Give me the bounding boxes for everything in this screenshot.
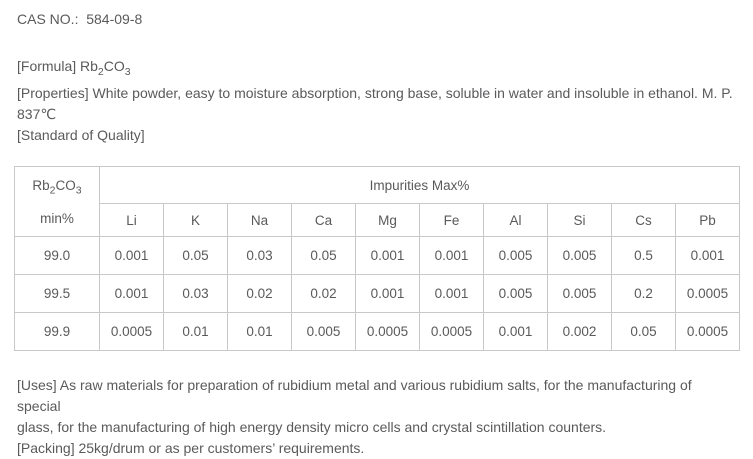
impurity-value-cell: 0.001	[420, 237, 484, 275]
impurity-value-cell: 0.002	[548, 313, 612, 351]
packing-text: [Packing] 25kg/drum or as per customers’ requirements.	[17, 440, 365, 456]
formula-subscript-3: 3	[124, 65, 131, 78]
properties-text-line2: 837℃	[17, 106, 57, 122]
impurity-value-cell: 0.03	[164, 275, 228, 313]
impurities-header-cell: Impurities Max%	[100, 167, 740, 204]
properties-text-line1: [Properties] White powder, easy to moisture absorption, strong base, soluble in water and insoluble in ethanol. M. P.	[17, 85, 733, 101]
uses-text-line2: glass, for the manufacturing of high energy density micro cells and crystal scintillation counters.	[17, 419, 607, 435]
column-header-pb: Pb	[676, 204, 740, 237]
impurity-value-cell: 0.02	[292, 275, 356, 313]
impurity-value-cell: 0.005	[484, 275, 548, 313]
formula-subscript-2: 2	[97, 65, 104, 78]
purity-cell: 99.0	[15, 237, 100, 275]
table-corner-cell	[15, 167, 100, 237]
purity-cell: 99.9	[15, 313, 100, 351]
impurity-value-cell: 0.0005	[356, 313, 420, 351]
column-header-cs: Cs	[612, 204, 676, 237]
column-header-na: Na	[228, 204, 292, 237]
impurity-value-cell: 0.001	[100, 275, 164, 313]
column-header-k: K	[164, 204, 228, 237]
uses-text-line1: [Uses] As raw materials for preparation of rubidium metal and various rubidium salts, for the manufacturing of special	[17, 377, 692, 414]
impurity-value-cell: 0.001	[100, 237, 164, 275]
impurity-value-cell: 0.05	[292, 237, 356, 275]
standard-of-quality-heading: [Standard of Quality]	[17, 127, 145, 143]
table-row-99-9	[15, 313, 740, 351]
impurity-value-cell: 0.03	[228, 237, 292, 275]
properties-and-standard-text	[17, 83, 739, 146]
formula-line	[17, 55, 739, 77]
impurity-value-cell: 0.005	[548, 237, 612, 275]
impurity-value-cell: 0.05	[612, 313, 676, 351]
impurities-spec-table	[14, 166, 740, 351]
column-header-fe: Fe	[420, 204, 484, 237]
uses-and-packing-text	[17, 375, 739, 459]
impurity-value-cell: 0.001	[356, 237, 420, 275]
impurity-value-cell: 0.001	[676, 237, 740, 275]
impurity-value-cell: 0.005	[548, 275, 612, 313]
column-header-si: Si	[548, 204, 612, 237]
impurity-value-cell: 0.0005	[676, 275, 740, 313]
impurity-value-cell: 0.005	[292, 313, 356, 351]
column-header-li: Li	[100, 204, 164, 237]
impurity-value-cell: 0.005	[484, 237, 548, 275]
column-header-mg: Mg	[356, 204, 420, 237]
impurity-value-cell: 0.01	[164, 313, 228, 351]
impurity-value-cell: 0.01	[228, 313, 292, 351]
impurity-value-cell: 0.001	[356, 275, 420, 313]
corner-formula: $Rb_2CO_3$	[32, 177, 82, 197]
table-row-99-5	[15, 275, 740, 313]
column-header-ca: Ca	[292, 204, 356, 237]
column-header-al: Al	[484, 204, 548, 237]
chemical-formula: $Rb_2CO_3$	[80, 58, 131, 78]
impurity-value-cell: 0.02	[228, 275, 292, 313]
table-row-99-0	[15, 237, 740, 275]
impurity-value-cell: 0.001	[484, 313, 548, 351]
impurity-value-cell: 0.0005	[100, 313, 164, 351]
impurity-value-cell: 0.001	[420, 275, 484, 313]
corner-min-percent: min%	[40, 210, 74, 226]
cas-number: CAS NO.: 584-09-8	[17, 11, 143, 27]
impurity-value-cell: 0.5	[612, 237, 676, 275]
impurity-value-cell: 0.0005	[676, 313, 740, 351]
formula-label: [Formula]	[17, 58, 77, 74]
purity-cell: 99.5	[15, 275, 100, 313]
impurity-value-cell: 0.2	[612, 275, 676, 313]
impurity-value-cell: 0.05	[164, 237, 228, 275]
impurity-value-cell: 0.0005	[420, 313, 484, 351]
